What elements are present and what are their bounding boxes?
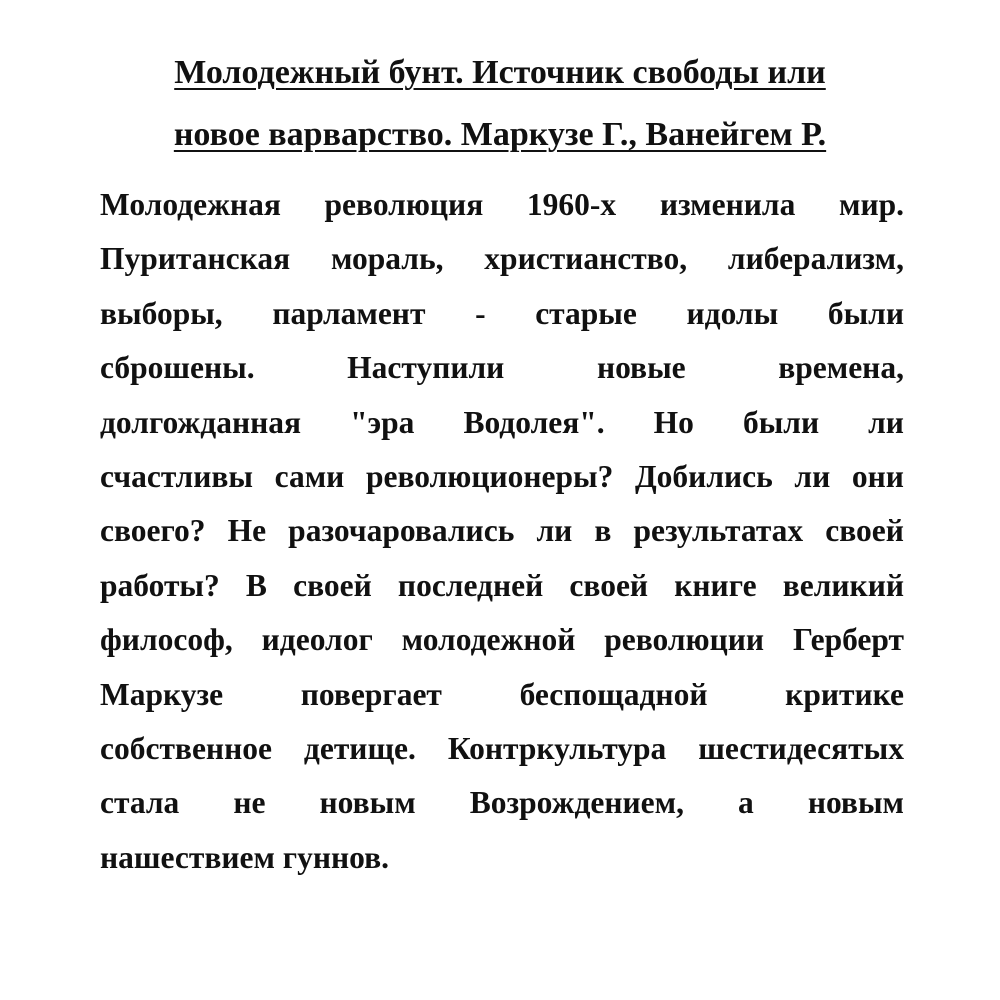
body-word: мораль, — [330, 241, 444, 277]
body-line-9 — [100, 613, 904, 667]
body-word: Пуританская — [100, 241, 291, 277]
body-line-13: нашествием гуннов. — [100, 839, 389, 875]
body-line-4 — [100, 341, 904, 395]
body-line-2 — [100, 232, 904, 286]
body-word: 1960-х — [526, 187, 617, 222]
body-line-5 — [100, 396, 904, 450]
body-word: революции — [604, 622, 765, 658]
body-word: Молодежная — [100, 187, 281, 222]
body-word: собственное — [100, 730, 272, 766]
body-word: детище. — [303, 730, 416, 766]
body-word: новым — [319, 785, 416, 821]
body-word: счастливы — [100, 458, 253, 494]
body-word: либерализм, — [727, 241, 904, 277]
document-body — [100, 178, 904, 885]
body-word: повергает — [300, 676, 442, 712]
body-word: Водолея". — [463, 404, 605, 440]
body-word: старые — [535, 295, 637, 331]
body-word: Не — [227, 513, 267, 549]
body-word: ли — [868, 404, 904, 440]
body-word: Герберт — [792, 622, 904, 658]
body-word: Возрождением, — [469, 785, 684, 821]
body-word: Наступили — [347, 350, 505, 386]
body-word: работы? — [100, 567, 220, 603]
body-word: парламент — [272, 295, 426, 331]
body-word: разочаровались — [288, 513, 515, 549]
body-line-12 — [100, 776, 904, 830]
body-word: идолы — [686, 295, 779, 331]
body-word: новым — [807, 785, 904, 821]
body-word: выборы, — [100, 295, 223, 331]
body-word: Но — [653, 404, 694, 440]
body-word: В — [245, 567, 267, 603]
body-word: своего? — [100, 513, 206, 549]
body-word: в — [594, 513, 612, 549]
body-word: последней — [397, 567, 544, 603]
body-word: книге — [674, 567, 757, 603]
body-word: Контркультура — [447, 730, 667, 766]
body-line-3 — [100, 287, 904, 341]
body-word: идеолог — [261, 622, 373, 658]
body-word: не — [233, 785, 266, 821]
body-word: стала — [100, 785, 180, 821]
title-line-1: Молодежный бунт. Источник свободы или — [174, 54, 826, 91]
body-word: изменила — [659, 187, 796, 222]
body-word: христианство, — [484, 241, 688, 277]
body-word: времена, — [778, 350, 904, 386]
body-word: великий — [782, 567, 904, 603]
body-word: мир. — [839, 187, 904, 222]
body-word: своей — [293, 567, 372, 603]
body-word: они — [851, 458, 904, 494]
body-word: долгожданная — [100, 404, 302, 440]
body-line-1 — [100, 178, 904, 232]
body-word: философ, — [100, 622, 233, 658]
body-word: были — [827, 295, 904, 331]
body-line-11 — [100, 722, 904, 776]
body-word: молодежной — [401, 622, 576, 658]
body-word: сами — [274, 458, 345, 494]
body-line-6 — [100, 450, 904, 504]
body-word: революционеры? — [365, 458, 614, 494]
document-title — [100, 42, 900, 166]
body-word: критике — [785, 676, 904, 712]
body-word: Добились — [635, 458, 773, 494]
body-word: ли — [794, 458, 831, 494]
body-word: революция — [324, 187, 484, 222]
body-word: были — [742, 404, 820, 440]
body-word: шестидесятых — [698, 730, 904, 766]
body-line-10 — [100, 668, 904, 722]
body-word: а — [738, 785, 754, 821]
body-word: своей — [569, 567, 649, 603]
body-line-7 — [100, 504, 904, 558]
body-word: беспощадной — [519, 676, 708, 712]
body-word: Маркузе — [100, 676, 224, 712]
body-word: - — [475, 295, 486, 331]
body-word: ли — [536, 513, 573, 549]
body-word: новые — [596, 350, 686, 386]
title-line-2: новое варварство. Маркузе Г., Ванейгем Р. — [173, 116, 827, 153]
body-word: результатах — [633, 513, 804, 549]
body-word: своей — [825, 513, 904, 549]
body-word: сброшены. — [100, 350, 255, 386]
body-line-8 — [100, 559, 904, 613]
body-word: "эра — [350, 404, 415, 440]
